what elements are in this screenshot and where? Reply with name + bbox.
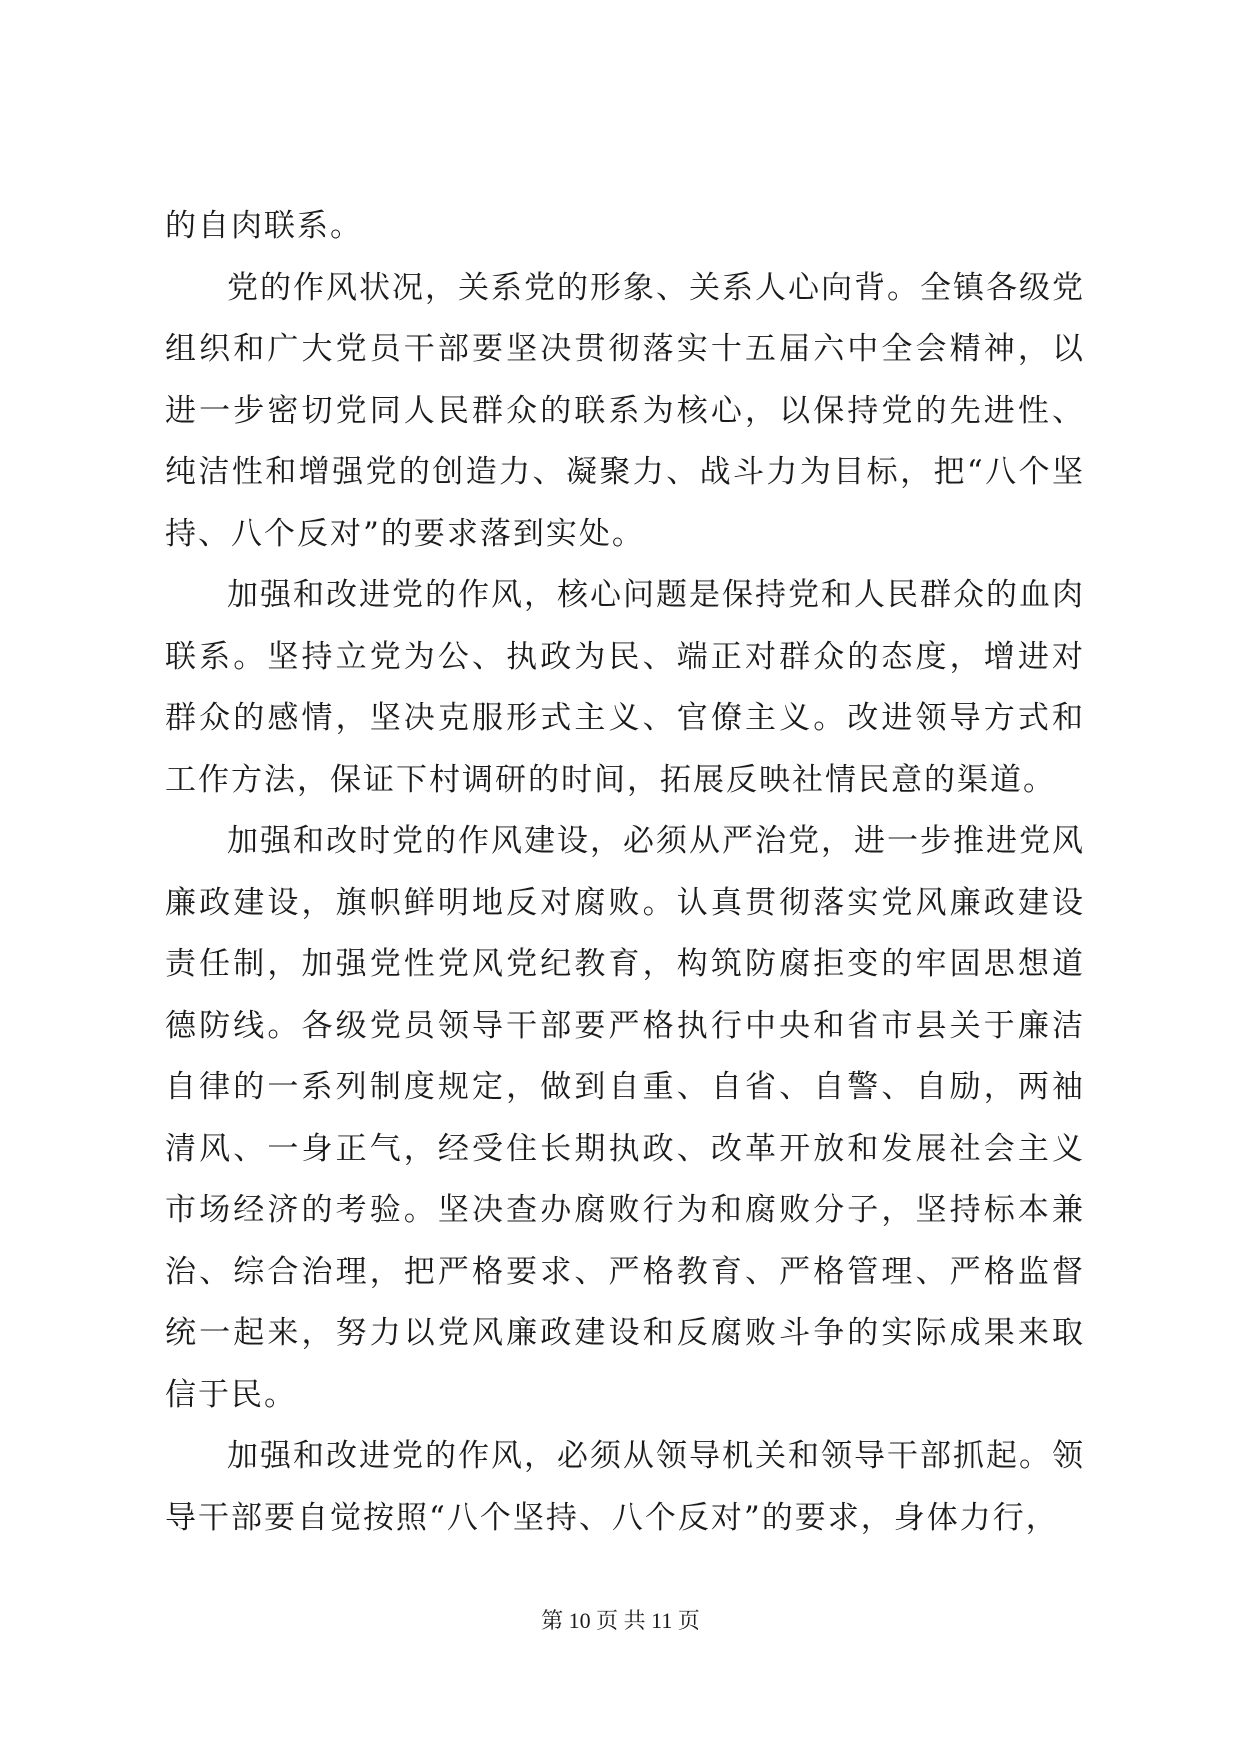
page-footer bbox=[0, 1606, 1241, 1636]
paragraph: 党的作风状况，关系党的形象、关系人心向背。全镇各级党组织和广大党员干部要坚决贯彻落实十五届六中全会精神，以进一步密切党同人民群众的联系为核心，以保持党的先进性、纯洁性和增强党的创造力、凝聚力、战斗力为目标，把“八个坚持、八个反对”的要求落到实处。 bbox=[165, 269, 1085, 552]
page-number-label: 第 10 页 共 11 页 bbox=[541, 1608, 700, 1633]
document-body bbox=[165, 196, 1085, 1549]
paragraph: 加强和改进党的作风，核心问题是保持党和人民群众的血肉联系。坚持立党为公、执政为民、端正对群众的态度，增进对群众的感情，坚决克服形式主义、官僚主义。改进领导方式和工作方法，保证下村调研的时间，拓展反映社情民意的渠道。 bbox=[165, 577, 1085, 798]
paragraph: 加强和改进党的作风，必须从领导机关和领导干部抓起。领导干部要自觉按照“八个坚持、八个反对”的要求，身体力行， bbox=[165, 1438, 1085, 1536]
paragraph-continued: 的自肉联系。 bbox=[165, 208, 363, 244]
paragraph: 加强和改时党的作风建设，必须从严治党，进一步推进党风廉政建设，旗帜鲜明地反对腐败。认真贯彻落实党风廉政建设责任制，加强党性党风党纪教育，构筑防腐拒变的牢固思想道德防线。各级党员领导干部要严格执行中央和省市县关于廉洁自律的一系列制度规定，做到自重、自省、自警、自励，两袖清风、一身正气，经受住长期执政、改革开放和发展社会主义市场经济的考验。坚决查办腐败行为和腐败分子，坚持标本兼治、综合治理，把严格要求、严格教育、严格管理、严格监督统一起来，努力以党风廉政建设和反腐败斗争的实际成果来取信于民。 bbox=[165, 823, 1085, 1413]
